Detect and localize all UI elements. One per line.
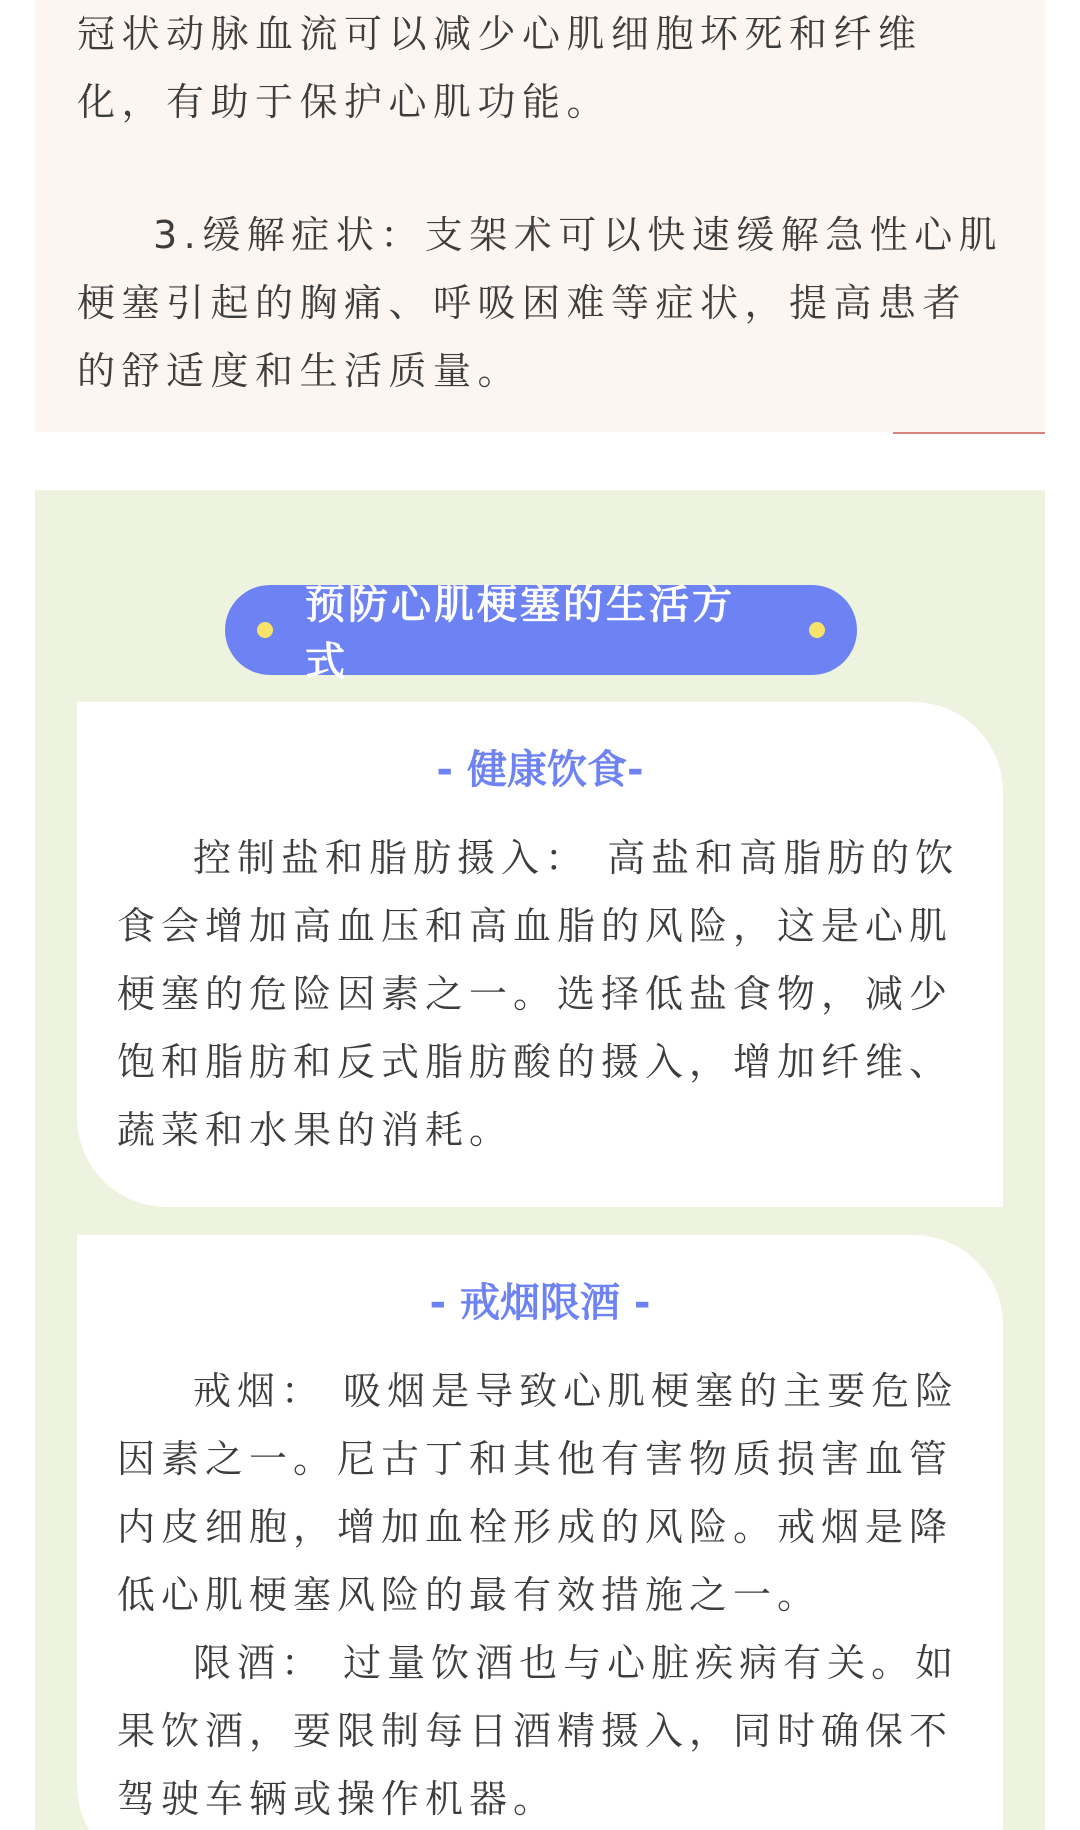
previous-section-paragraph: 3.缓解症状：支架术可以快速缓解急性心肌梗塞引起的胸痛、呼吸困难等症状，提高患者的舒适度和生活质量。: [77, 213, 1004, 393]
card-paragraph: 控制盐和脂肪摄入： 高盐和高脂肪的饮食会增加高血压和高血脂的风险，这是心肌梗塞的危险因素之一。选择低盐食物，减少饱和脂肪和反式脂肪酸的摄入，增加纤维、蔬菜和水果的消耗。: [117, 836, 960, 1152]
dot-icon: [257, 622, 273, 638]
quit-smoking-card: [77, 1235, 1003, 1830]
dot-icon: [809, 622, 825, 638]
card-paragraph: 限酒： 过量饮酒也与心脏疾病有关。如果饮酒，要限制每日酒精摄入，同时确保不驾驶车辆或操作机器。: [117, 1641, 960, 1821]
section-divider: [893, 432, 1045, 434]
section-title-badge: [225, 582, 857, 685]
section-title: 预防心肌梗塞的生活方式: [305, 582, 735, 685]
card-paragraph: 戒烟： 吸烟是导致心肌梗塞的主要危险因素之一。尼古丁和其他有害物质损害血管内皮细胞，增加血栓形成的风险。戒烟是降低心肌梗塞风险的最有效措施之一。: [117, 1369, 960, 1617]
lifestyle-section: [35, 490, 1045, 1830]
healthy-diet-card: [77, 702, 1003, 1207]
card-title: - 戒烟限酒 -: [429, 1280, 651, 1326]
previous-section-card: [35, 0, 1045, 432]
previous-section-paragraph: 冠状动脉血流可以减少心肌细胞坏死和纤维化，有助于保护心肌功能。: [77, 12, 923, 124]
card-title: - 健康饮食-: [436, 747, 644, 793]
